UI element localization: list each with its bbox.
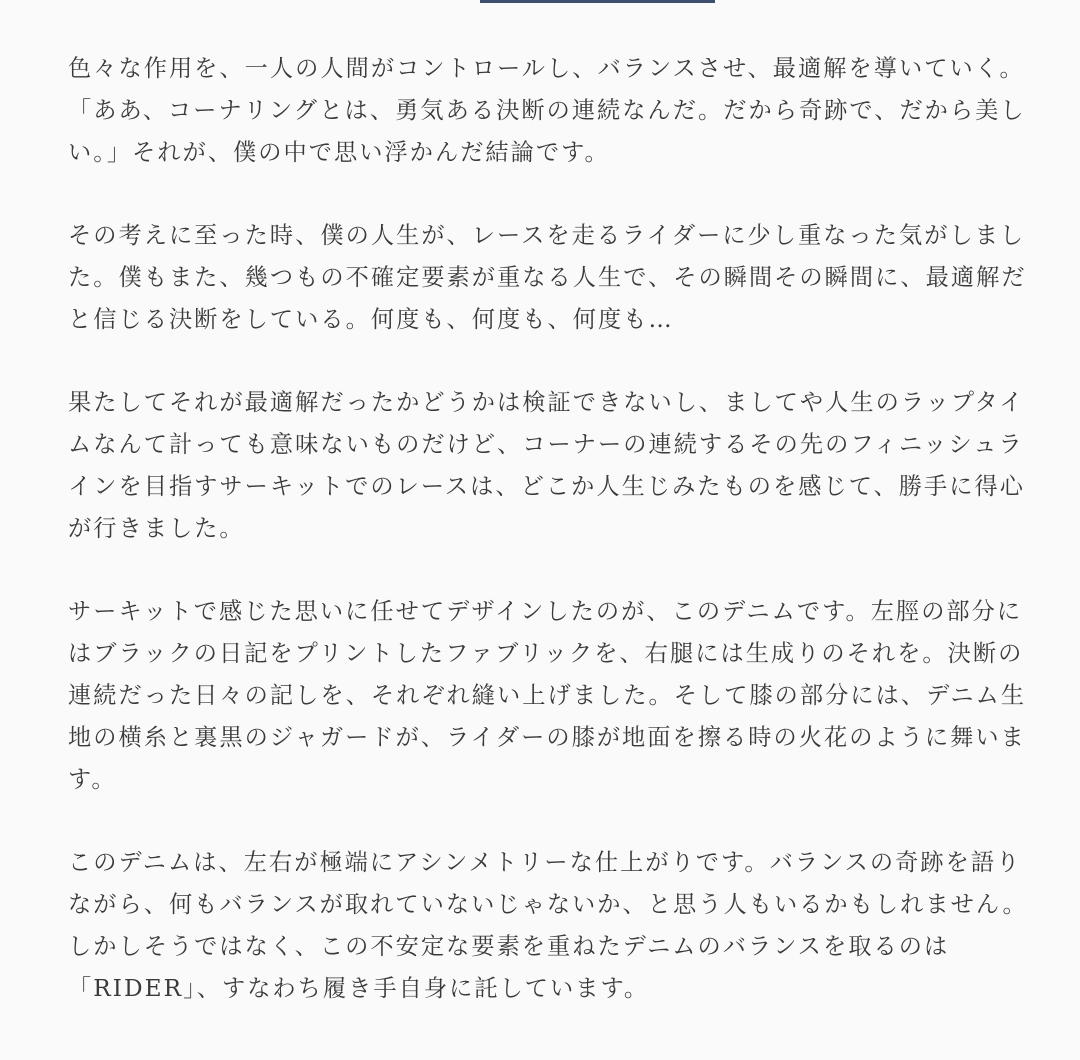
text-line: た。僕もまた、幾つもの不確定要素が重なる人生で、その瞬間その瞬間に、最適解だ: [68, 264, 1027, 291]
text-line: ムなんて計っても意味ないものだけど、コーナーの連続するその先のフィニッシュラ: [68, 431, 1024, 458]
text-line: ながら、何もバランスが取れていないじゃないか、と思う人もいるかもしれません。: [68, 891, 1028, 918]
text-line: す。: [68, 766, 117, 793]
paragraph-life-and-rider: [68, 215, 1028, 341]
text-line: その考えに至った時、僕の人生が、レースを走るライダーに少し重なった気がしまし: [68, 222, 1026, 249]
text-line: 地の横糸と裏黒のジャガードが、ライダーの膝が地面を擦る時の火花のように舞いま: [68, 724, 1026, 751]
top-image-edge: [480, 0, 715, 3]
paragraph-asymmetry: [68, 842, 1028, 1010]
text-line: このデニムは、左右が極端にアシンメトリーな仕上がりです。バランスの奇跡を語り: [68, 849, 1022, 876]
paragraph-lap-time: [68, 382, 1028, 550]
text-line: はブラックの日記をプリントしたファブリックを、右腿には生成りのそれを。決断の: [68, 640, 1024, 667]
text-line: い。」それが、僕の中で思い浮かんだ結論です。: [68, 139, 610, 166]
text-line: が行きました。: [68, 515, 245, 542]
text-line: と信じる決断をしている。何度も、何度も、何度も…: [68, 306, 674, 333]
text-line: しかしそうではなく、この不安定な要素を重ねたデニムのバランスを取るのは: [68, 933, 950, 960]
paragraph-denim-design: [68, 591, 1028, 801]
text-line: 「RIDER」、すなわち履き手自身に託しています。: [68, 975, 650, 1002]
text-line: インを目指すサーキットでのレースは、どこか人生じみたものを感じて、勝手に得心: [68, 473, 1025, 500]
article-body: [68, 48, 1028, 1051]
paragraph-cornering: [68, 48, 1028, 174]
text-line: 「ああ、コーナリングとは、勇気ある決断の連続なんだ。だから奇跡で、だから美し: [68, 97, 1026, 124]
text-line: サーキットで感じた思いに任せてデザインしたのが、このデニムです。左脛の部分に: [68, 598, 1023, 625]
text-line: 果たしてそれが最適解だったかどうかは検証できないし、ましてや人生のラップタイ: [68, 389, 1025, 416]
text-line: 色々な作用を、一人の人間がコントロールし、バランスさせ、最適解を導いていく。: [68, 55, 1025, 82]
text-line: 連続だった日々の記しを、それぞれ縫い上げました。そして膝の部分には、デニム生: [68, 682, 1027, 709]
